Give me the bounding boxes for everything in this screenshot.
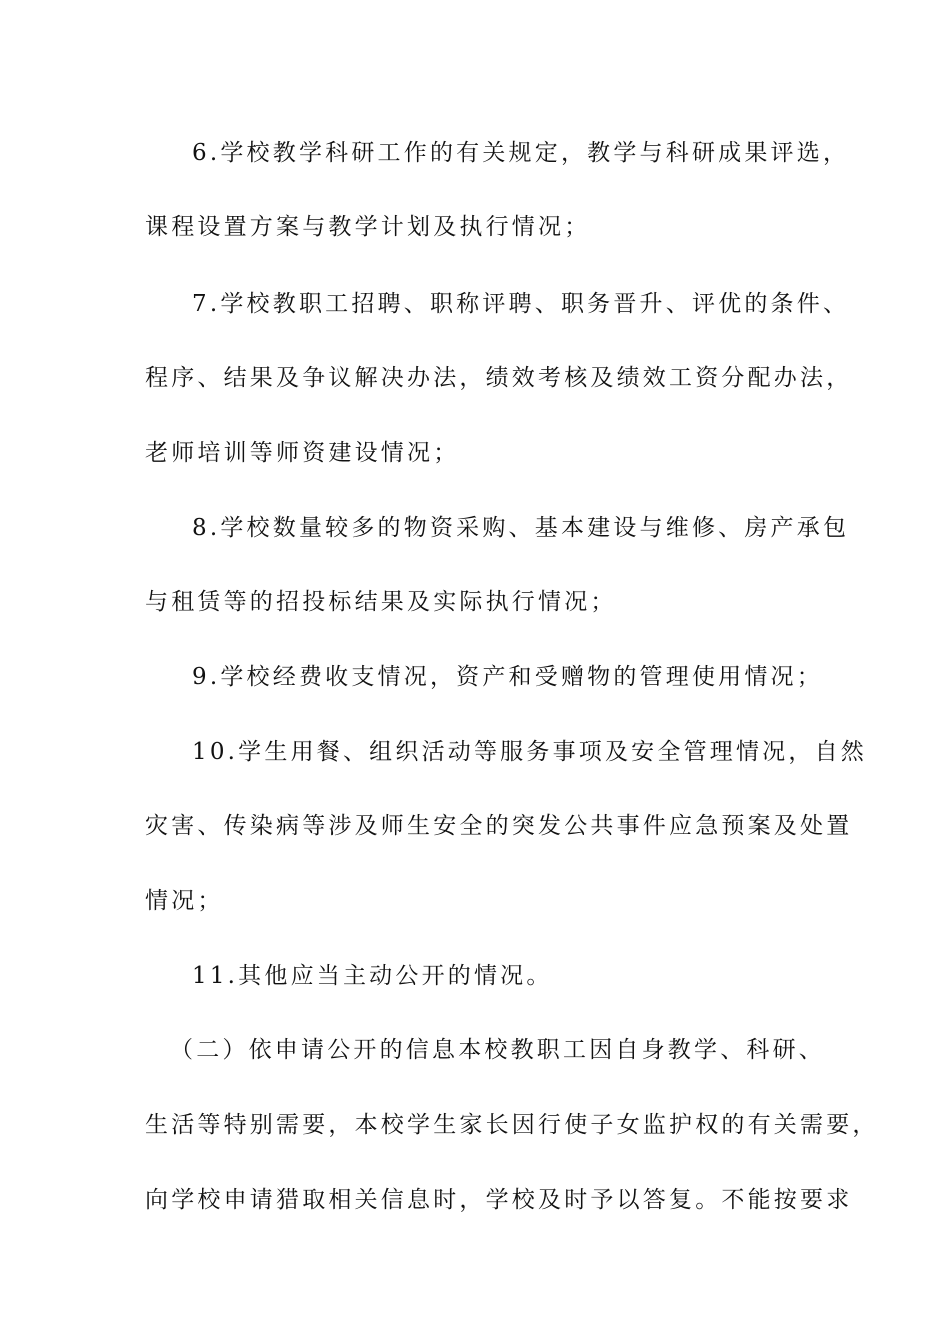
paragraph-7-line-3: 老师培训等师资建设情况； — [145, 440, 460, 466]
paragraph-6-line-1: 6.学校教学科研工作的有关规定，教学与科研成果评选， — [192, 140, 850, 166]
section-2-line-3: 向学校申请猎取相关信息时，学校及时予以答复。不能按要求 — [145, 1187, 853, 1213]
section-2-line-2: 生活等特别需要，本校学生家长因行使子女监护权的有关需要， — [145, 1112, 879, 1138]
paragraph-10-line-3: 情况； — [145, 888, 224, 914]
paragraph-9-line-1: 9.学校经费收支情况，资产和受赠物的管理使用情况； — [192, 664, 823, 690]
paragraph-10-line-2: 灾害、传染病等涉及师生安全的突发公共事件应急预案及处置 — [145, 813, 853, 839]
paragraph-8-line-2: 与租赁等的招投标结果及实际执行情况； — [145, 589, 617, 615]
paragraph-7-line-1: 7.学校教职工招聘、职称评聘、职务晋升、评优的条件、 — [192, 291, 850, 317]
section-2-line-1: （二）依申请公开的信息本校教职工因自身教学、科研、 — [170, 1037, 825, 1063]
paragraph-10-line-1: 10.学生用餐、组织活动等服务事项及安全管理情况，自然 — [192, 739, 867, 765]
paragraph-11-line-1: 11.其他应当主动公开的情况。 — [192, 963, 553, 989]
paragraph-6-line-2: 课程设置方案与教学计划及执行情况； — [145, 214, 591, 240]
paragraph-7-line-2: 程序、结果及争议解决办法，绩效考核及绩效工资分配办法， — [145, 365, 853, 391]
paragraph-8-line-1: 8.学校数量较多的物资采购、基本建设与维修、房产承包 — [192, 515, 850, 541]
